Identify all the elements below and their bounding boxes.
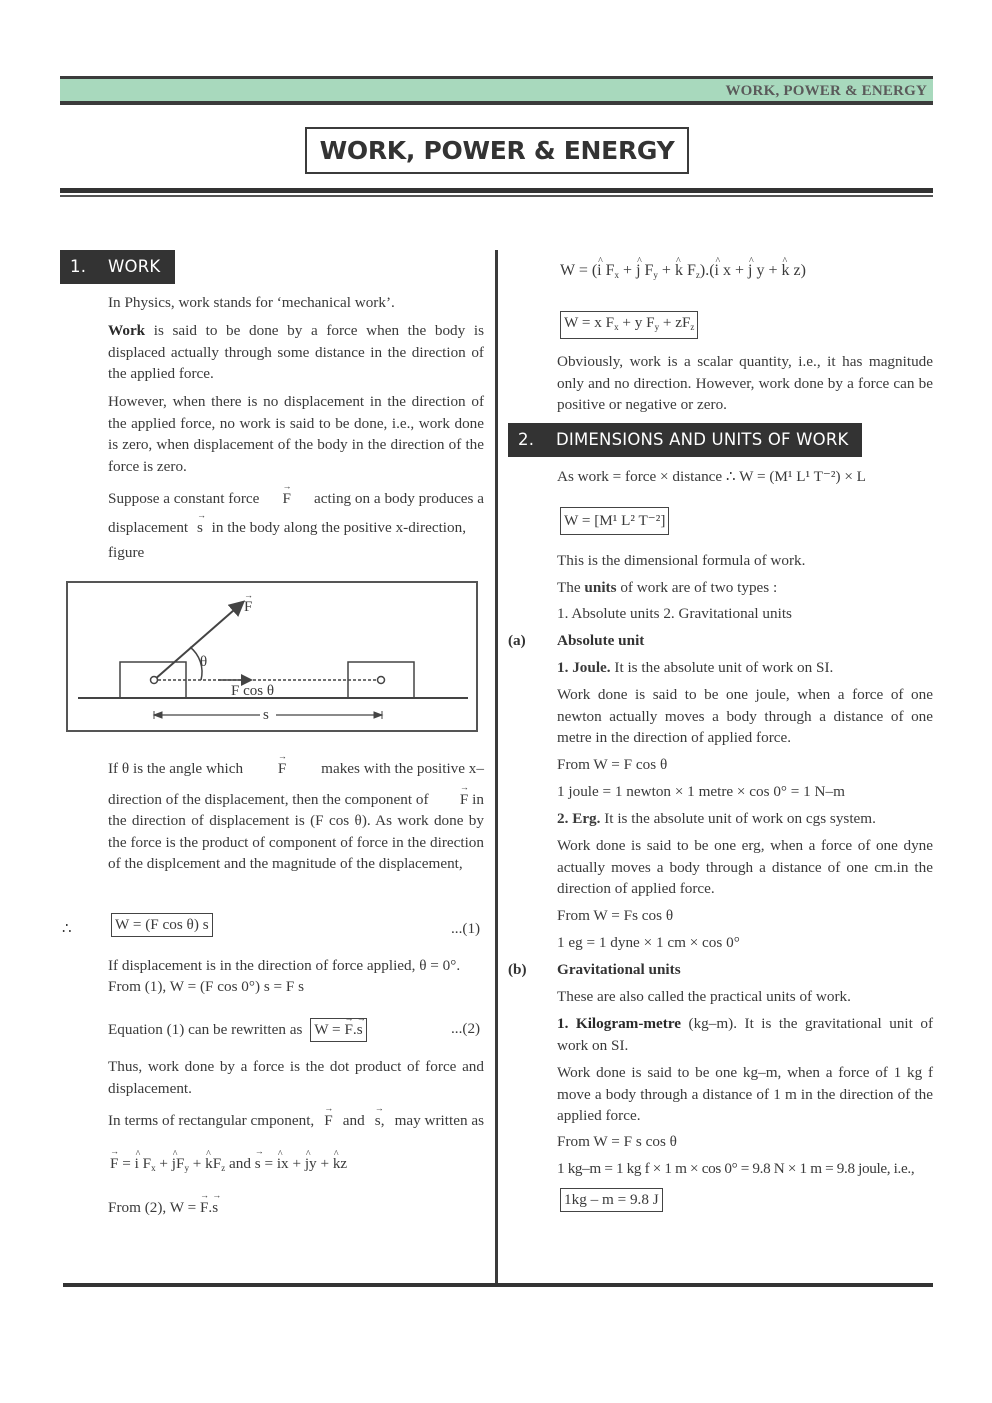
paragraph-text: is said to be done by a force when the body is displaced actually through some distance in the direction of the applied force. [108, 322, 484, 382]
term-erg: 2. Erg. [557, 810, 601, 827]
paragraph-erg-calc: 1 eg = 1 dyne × 1 cm × cos 0° [557, 934, 740, 951]
text: It is the absolute unit of work on cgs system. [600, 810, 876, 827]
subsection-title-gravitational: Gravitational units [557, 961, 681, 978]
paragraph-kgm-definition: Work done is said to be one kg–m, when a force of 1 kg f move a body through a distance of 1 m in the direction of the applied force. [557, 1064, 933, 1124]
vector-s: → s, [375, 1110, 385, 1132]
equation-dimension [560, 507, 669, 535]
text: Suppose a constant force [108, 490, 260, 507]
figure-displacement-label: s [263, 707, 269, 723]
paragraph-from-2 [108, 1197, 218, 1219]
vector-F: → F [110, 1153, 118, 1175]
paragraph-rewritten [108, 1018, 367, 1042]
subsection-label-b: (b) [508, 961, 527, 978]
paragraph-joule-definition: Work done is said to be one joule, when a force of one newton actually moves a body through a distance of one metre in the direction of applied force. [557, 686, 933, 746]
vector-s: → s [197, 517, 203, 539]
header-rule-thick [60, 188, 933, 193]
text: (kg–m). It is the gravitational unit of work on SI. [557, 1015, 934, 1054]
paragraph-dimension-derivation: As work = force × distance ∴ W = (M¹ L¹ T⁻²) × L [557, 468, 866, 485]
term-work: Work [108, 322, 146, 339]
text: . [208, 1199, 213, 1216]
text: makes with the positive x– [321, 760, 484, 777]
subsection-label-a: (a) [508, 632, 526, 649]
section-title: WORK [108, 257, 161, 276]
vector-F: → F [283, 488, 291, 510]
equation-2-number: ...(2) [451, 1020, 481, 1037]
paragraph-from-1: From (1), W = (F cos 0°) s = F s [108, 978, 305, 995]
equation-result [560, 311, 698, 339]
text: From (2), W = [108, 1199, 200, 1216]
paragraph-rectangular [108, 1110, 484, 1132]
paragraph-kgm-calc: 1 kg–m = 1 kg f × 1 m × cos 0° = 9.8 N × 1 m = 9.8 joule, i.e., [557, 1160, 915, 1177]
paragraph-unit-list: 1. Absolute units 2. Gravitational units [557, 605, 792, 622]
paragraph-joule-calc: 1 joule = 1 newton × 1 metre × cos 0° = 1 N–m [557, 783, 845, 800]
text: of work are of two types : [616, 579, 778, 596]
paragraph-joule-from: From W = F cos θ [557, 756, 668, 773]
equation-kgm [560, 1188, 663, 1212]
header-rule-thin [60, 195, 933, 197]
paragraph-scalar: Obviously, work is a scalar quantity, i.e., it has magnitude only and no direction. However, work done by a force can be positive or negative or zero. [557, 353, 933, 413]
paragraph-kgm-from: From W = F s cos θ [557, 1133, 677, 1150]
figure-component-label: F cos θ [231, 683, 275, 699]
force-diagram-svg [68, 583, 476, 730]
paragraph-constant-force-line1 [108, 488, 484, 510]
equation-1-number: ...(1) [451, 920, 481, 937]
vector-F: → F [278, 758, 286, 780]
footer-rule [63, 1283, 933, 1287]
paragraph-dot-product: Thus, work done by a force is the dot product of force and displacement. [108, 1058, 484, 1097]
equation-expanded: W = (^ i $F_x$ + ^ j $F_y$ + ^ k $F_z).(\^{}$ i x + ^ j y + ^ k z) [560, 260, 806, 287]
paragraph-angle-rest: the direction of displacement is (F cos θ). As work done by the force is the product of component of force in the direction of the displcement and the magnitude of the displacement, [108, 812, 484, 872]
equation-2-box [310, 1018, 366, 1042]
chapter-title: WORK, POWER & ENERGY [319, 136, 675, 165]
text: may written as [394, 1112, 484, 1129]
text: The [557, 579, 585, 596]
section-number: 2. [518, 430, 535, 449]
paragraph-constant-force-line2 [108, 517, 466, 539]
column-divider [495, 250, 498, 1285]
section-heading-work [60, 250, 175, 284]
term-units: units [584, 579, 617, 596]
paragraph-erg [557, 808, 876, 830]
paragraph-constant-force-line3: figure [108, 544, 145, 561]
paragraph-theta-zero: If displacement is in the direction of force applied, θ = 0°. [108, 957, 461, 974]
paragraph-angle-line1 [108, 758, 484, 780]
paragraph-kgm [557, 1013, 933, 1056]
text: displacement [108, 519, 189, 536]
paragraph-dimensional-formula: This is the dimensional formula of work. [557, 552, 806, 569]
section-number: 1. [70, 257, 87, 276]
section-title: DIMENSIONS AND UNITS OF WORK [556, 430, 849, 449]
text: and [342, 1112, 365, 1129]
equation-1-box: W = (F cos θ) s [111, 913, 213, 937]
text: W = [314, 1021, 345, 1038]
subsection-title-absolute: Absolute unit [557, 632, 645, 649]
paragraph-units-types [557, 577, 777, 599]
text: Equation (1) can be rewritten as [108, 1021, 303, 1038]
text: acting on a body produces a [314, 490, 484, 507]
paragraph-practical-units: These are also called the practical units of work. [557, 988, 851, 1005]
equation-result-box: W = x $F_x + y$ $F_y + zF_z$ [560, 311, 698, 339]
text: and [225, 1155, 255, 1172]
paragraph-erg-from: From W = Fs cos θ [557, 907, 674, 924]
text: = [118, 1155, 135, 1172]
figure-force-label: → F [244, 597, 252, 619]
paragraph-work-definition [108, 320, 484, 385]
text: In terms of rectangular cmponent, [108, 1112, 315, 1129]
therefore-symbol: ∴ [62, 920, 72, 937]
figure-angle-label: θ [200, 654, 208, 670]
text: It is the absolute unit of work on SI. [610, 659, 834, 676]
vector-F: → F [460, 789, 468, 811]
text: in the body along the positive x-direction, [211, 519, 466, 536]
vector-F: → F [200, 1197, 208, 1219]
vector-s: → s [255, 1153, 261, 1175]
section-heading-dimensions [508, 423, 862, 457]
text: in [472, 791, 484, 808]
vector-F: → F [324, 1110, 332, 1132]
term-joule: 1. Joule. [557, 659, 611, 676]
text: If θ is the angle which [108, 760, 244, 777]
paragraph-angle-line2 [108, 789, 484, 811]
vector-s: → s [212, 1197, 218, 1219]
equation-components: → F = ^ i $F_x$ + ^ $jF_y$ + ^ $kF_z$ and → s = ^ ix + ^ jy + ^ kz [110, 1153, 347, 1180]
vector-s: → s [357, 1019, 363, 1041]
paragraph-intro: In Physics, work stands for ‘mechanical work’. [108, 294, 395, 311]
text: . [352, 1021, 357, 1038]
force-displacement-figure [66, 581, 478, 732]
vector-F: → F [344, 1019, 352, 1041]
paragraph-zero-work: However, when there is no displacement in the direction of the applied force, no work is said to be done, i.e., work done is zero, when displacement of the body in the direction of the force is zero. [108, 393, 484, 475]
equation-dimension-box: W = [M¹ L² T⁻²] [560, 507, 669, 535]
running-header [60, 76, 933, 105]
equation-kgm-box: 1kg – m = 9.8 J [560, 1188, 663, 1212]
paragraph-joule [557, 657, 833, 679]
paragraph-erg-definition: Work done is said to be one erg, when a force of one dyne actually moves a body through a distance of one cm.in the direction of applied force. [557, 837, 933, 897]
running-header-title: WORK, POWER & ENERGY [725, 83, 927, 99]
text: direction of the displacement, then the component of [108, 791, 429, 808]
equation-1 [111, 913, 213, 937]
term-kilogram-metre: 1. Kilogram-metre [557, 1015, 682, 1032]
chapter-title-box [305, 127, 689, 174]
